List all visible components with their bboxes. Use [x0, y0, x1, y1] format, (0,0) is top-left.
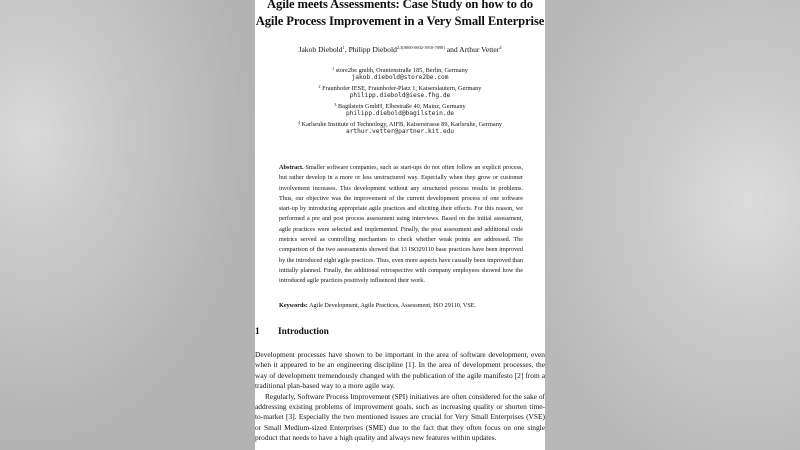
- body-paragraph: Development processes have shown to be important in the area of software development, even when it appeared to be an engineering discipline [1]. In the area of development processes, the way of development tremendously changed with the publication of the agile manifesto [2] from a traditional plan-based way to a more agile way.: [255, 350, 545, 391]
- author-name: Jakob Diebold: [298, 45, 343, 54]
- affiliation-mark: 1: [332, 66, 335, 71]
- keywords-label: Keywords:: [279, 302, 308, 309]
- body-paragraph: Regularly, Software Process Improvement (SPI) initiatives are often considered for the sake of addressing existing problems of improvement goals, such as increasing quality or shorten time-to-market [3]. Especially the two mentioned issues are crucial for Very Small Enterprises (VSE) or Small Medium-sized Enterprises (SME) due to the fact that they often focus on one single product that needs to have a high quality and always new features within updates.: [255, 391, 545, 443]
- paper-page: [255, 0, 545, 450]
- section-title: Introduction: [278, 327, 329, 337]
- affiliation-mark: 4: [297, 120, 300, 125]
- author-name: Philipp Diebold: [348, 45, 397, 54]
- affiliation-mark: 2: [318, 84, 321, 89]
- author-affiliation-mark: 2,3[0000-0002-3910-7898]: [396, 45, 445, 50]
- author-affiliation-mark: 4: [499, 45, 502, 50]
- introduction-body: [255, 350, 545, 444]
- paper-title-line-1: Agile meets Assessments: Case Study on how to do: [267, 0, 533, 11]
- abstract: [279, 163, 523, 287]
- affiliation-email: arthur.vetter@partner.kit.edu: [345, 128, 455, 135]
- abstract-text: Smaller software companies, such as start-ups do not often follow an explicit process, but rather develop in a more or less unstructured way. Especially when they grow or customer involvement increases. This development without any structured process results in problems. Thus, our objective was the improvement of the current development process of one software start-up by introducing appropriate agile practices and eliciting their effects. For this reason, we performed a pre and post process assessment using interviews. Based on the initial assessment, agile practices were selected and implemented. Finally, the post assessment and additional code metrics served as controlling mechanism to check whether weak points are addressed. The comparison of the two assessments showed that 13 ISO29110 base practices have been improved by the introduced eight agile practices. Thus, even more aspects have casually been improved than initially planned. Finally, the additional retrospective with company employees showed how the introduced agile practices positively influenced their work.: [279, 164, 523, 285]
- paper-title-line-2: Agile Process Improvement in a Very Small Enterprise: [255, 14, 545, 28]
- affiliation-email: philipp.diebold@iese.fhg.de: [349, 92, 451, 99]
- affiliation-email: jakob.diebold@store2be.com: [351, 74, 449, 81]
- affiliation-text: Fraunhofer IESE, Fraunhofer-Platz 1, Kaiserslautern, Germany: [322, 85, 482, 92]
- keywords: [279, 301, 523, 311]
- affiliation-mark: 3: [334, 102, 337, 107]
- author-affiliation-mark: 1: [342, 45, 345, 50]
- author-separator: and: [444, 45, 460, 54]
- blurred-background-left: [0, 0, 255, 450]
- author-name: Arthur Vetter: [459, 45, 500, 54]
- author-separator: ,: [344, 45, 349, 54]
- author-list: [255, 45, 545, 54]
- keywords-text: Agile Development, Agile Practices, Assessment, ISO 29110, VSE.: [307, 302, 477, 309]
- section-number: 1: [255, 327, 260, 337]
- blurred-background-right: [545, 0, 800, 450]
- affiliation-email: philipp.diebold@bagilstein.de: [345, 110, 455, 117]
- affiliation-text: Bagilstein GmbH, Elbestraße 40, Mainz, Germany: [337, 103, 466, 110]
- abstract-label: Abstract.: [279, 164, 304, 171]
- affiliation-text: store2be gmbh, Oranienstraße 185, Berlin, Germany: [335, 67, 468, 74]
- affiliation-text: Karlsruhe Institute of Technology, AIFB, Kaiserstrasse 89, Karlsruhe, Germany: [301, 121, 503, 128]
